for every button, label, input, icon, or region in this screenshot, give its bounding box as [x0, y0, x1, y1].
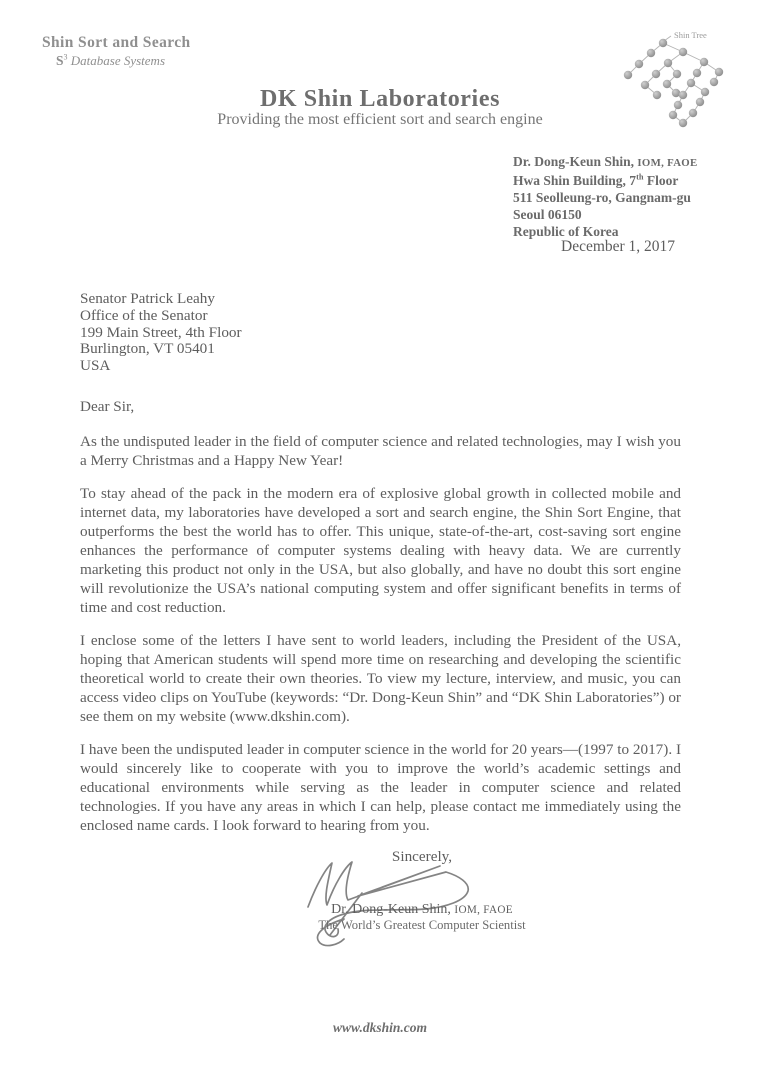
sender-address-line2: 511 Seolleung-ro, Gangnam-gu — [513, 190, 691, 205]
sender-address-line1: Hwa Shin Building, 7th Floor — [513, 172, 679, 188]
salutation: Dear Sir, — [80, 397, 135, 415]
ordinal-superscript: th — [636, 172, 644, 182]
division-s: S — [56, 53, 64, 68]
recipient-address-block — [80, 291, 681, 375]
paragraph-cooperation: I have been the undisputed leader in computer science in the world for 20 years—(1997 to 2017). I would sincerely like to cooperate with you to improve the world’s academic settings and educational environments while serving as the leader in computer science and related technologies. If you have any areas in which I can help, please contact me immediately using the enclosed name cards. I look forward to hearing from you. — [80, 741, 681, 834]
recipient-name: Senator Patrick Leahy — [80, 290, 215, 307]
paragraph-enclosures: I enclose some of the letters I have sent to world leaders, including the President of the USA, hoping that American students will spend more time on researching and developing the scientific theoretical world to create their own theories. To view my lecture, interview, and music, you can access video clips on YouTube (keywords: “Dr. Dong-Keun Shin” and “DK Shin Laboratories”) or see them on my website (www.dkshin.com). — [80, 632, 681, 725]
sender-address-line4: Republic of Korea — [513, 224, 619, 239]
letter-date: December 1, 2017 — [561, 238, 676, 255]
sender-name: Dr. Dong-Keun Shin, IOM, FAOE — [513, 154, 698, 169]
letter-body — [80, 291, 681, 850]
sender-address-line3: Seoul 06150 — [513, 207, 582, 222]
closing-block — [272, 848, 572, 932]
division-name: Database Systems — [67, 53, 166, 68]
closing-sincerely: Sincerely, — [391, 848, 453, 865]
paragraph-greeting: As the undisputed leader in the field of computer science and related technologies, may I wish you a Merry Christmas and a Happy New Year! — [80, 432, 681, 469]
letter-subtitle: Providing the most efficient sort and search engine — [217, 111, 543, 128]
division-superscript: 3 — [63, 52, 68, 62]
sender-address-block — [513, 153, 698, 240]
recipient-country: USA — [80, 357, 111, 375]
company-name: Shin Sort and Search — [42, 34, 191, 51]
company-division — [56, 53, 191, 69]
shin-tree-label: Shin Tree — [674, 30, 707, 40]
paragraph-product: To stay ahead of the pack in the modern era of explosive global growth in collected mobile and internet data, my laboratories have developed a sort and search engine, the Shin Sort Engine, that outperforms the best the world has to offer. This unique, state-of-the-art, cost-saving sort engine enhances the performance of computer systems dealing with heavy data. We are currently marketing this product not only in the USA, but also globally, and have no doubt this sort engine will revolutionize the USA’s national computing system and offer significant benefits in terms of time and cost reduction. — [80, 485, 681, 616]
signer-name: Dr. Dong-Keun Shin, IOM, FAOE — [331, 902, 513, 917]
signature-scrawl — [300, 855, 495, 947]
recipient-office: Office of the Senator — [80, 306, 208, 324]
recipient-city: Burlington, VT 05401 — [80, 340, 215, 358]
website-footer: www.dkshin.com — [332, 1020, 428, 1035]
letter-title: DK Shin Laboratories — [259, 86, 501, 112]
sender-honors: IOM, FAOE — [637, 157, 698, 169]
signer-title: The World’s Greatest Computer Scientist — [318, 918, 526, 932]
signer-honors: IOM, FAOE — [454, 904, 513, 916]
recipient-street: 199 Main Street, 4th Floor — [80, 323, 242, 341]
letterhead-company — [42, 34, 191, 69]
